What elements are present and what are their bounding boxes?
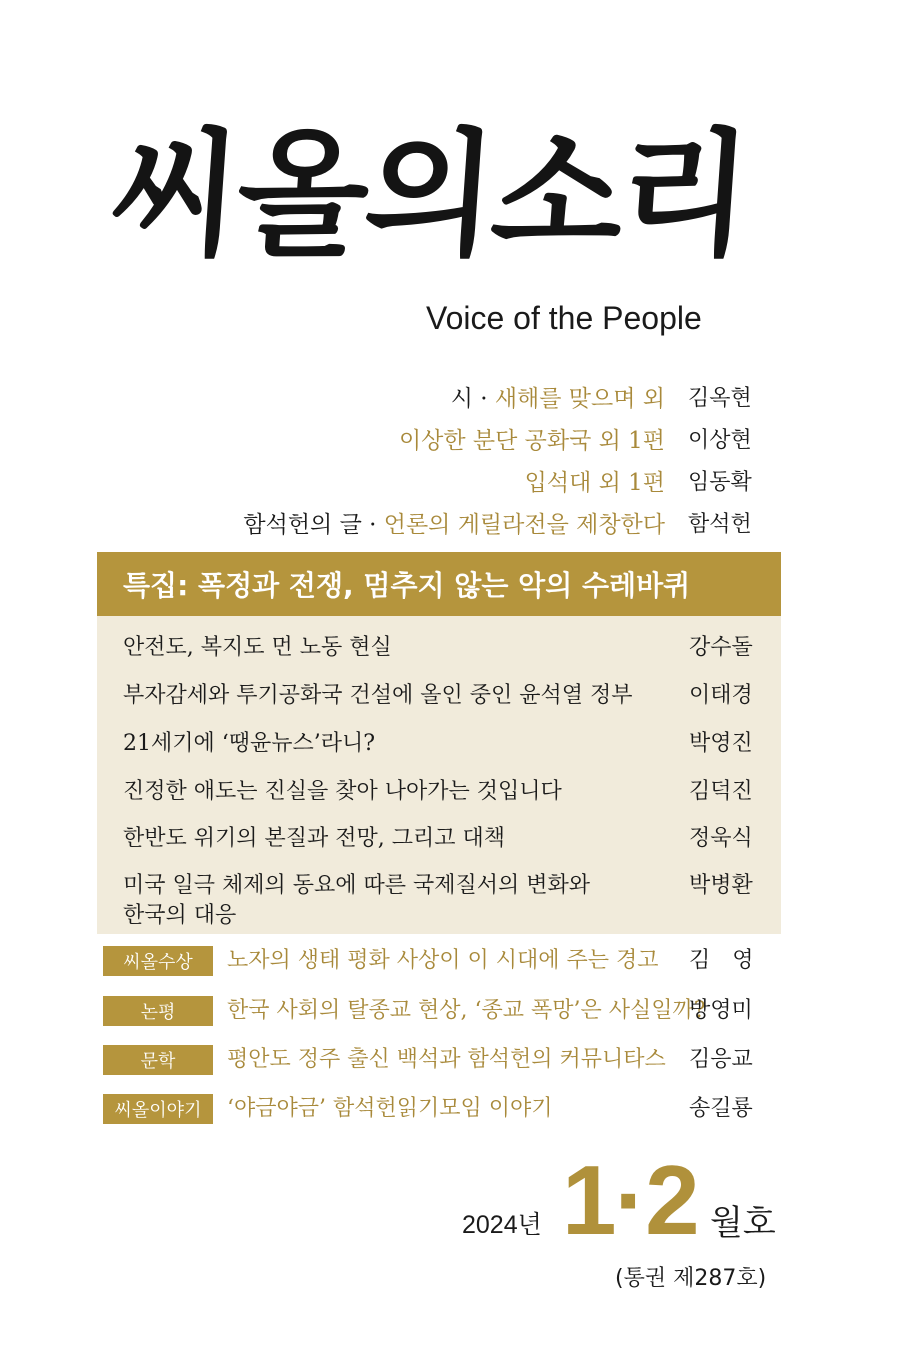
feature-item-title: 부자감세와 투기공화국 건설에 올인 중인 윤석열 정부	[123, 683, 633, 708]
top-item-prefix: 시 ·	[450, 386, 495, 412]
top-item-title: 입석대 외 1편	[524, 470, 665, 496]
section-title: ‘야금야금’ 함석헌읽기모임 이야기	[227, 1096, 553, 1121]
section-label: 씨올이야기	[103, 1094, 213, 1124]
issue-volume: (통권 제287호)	[615, 1266, 767, 1291]
feature-item-title: 안전도, 복지도 먼 노동 현실	[123, 635, 392, 660]
section-title: 평안도 정주 출신 백석과 함석헌의 커뮤니타스	[227, 1047, 666, 1072]
section-label: 논평	[103, 996, 213, 1026]
section-row	[103, 996, 763, 1030]
feature-item-author: 김덕진	[689, 779, 753, 804]
top-item-author: 임동확	[688, 470, 752, 495]
section-author: 송길룡	[689, 1096, 753, 1121]
section-author: 김 영	[689, 948, 754, 973]
feature-item-title: 21세기에 ‘땡윤뉴스’라니?	[123, 731, 376, 756]
top-item-author: 김옥현	[688, 386, 752, 411]
top-item	[0, 502, 898, 542]
section-author: 김응교	[689, 1047, 753, 1072]
top-item-title: 새해를 맞으며 외	[494, 386, 665, 412]
section-label: 문학	[103, 1045, 213, 1075]
feature-list	[97, 616, 781, 934]
feature-item-author: 박병환	[689, 873, 753, 898]
section-row	[103, 1094, 763, 1128]
section-row	[103, 946, 763, 980]
feature-item-author: 정욱식	[689, 826, 753, 851]
top-item	[0, 376, 898, 416]
feature-item-author: 강수돌	[689, 635, 753, 660]
top-item-author: 이상현	[688, 428, 752, 453]
masthead-title	[104, 95, 753, 295]
section-title: 한국 사회의 탈종교 현상, ‘종교 폭망’은 사실일까?	[227, 998, 706, 1023]
feature-item-title: 미국 일극 체제의 동요에 따른 국제질서의 변화와	[123, 873, 591, 898]
issue-month: 월호	[710, 1203, 776, 1243]
feature-item-title: 한반도 위기의 본질과 전망, 그리고 대책	[123, 826, 505, 851]
feature-heading: 특집: 폭정과 전쟁, 멈추지 않는 악의 수레바퀴	[97, 552, 781, 616]
top-item-prefix: 함석헌의 글 ·	[243, 512, 384, 538]
issue-year: 2024년	[462, 1211, 542, 1239]
top-item-author: 함석헌	[688, 512, 752, 537]
section-author: 방영미	[689, 998, 753, 1023]
top-item	[0, 460, 898, 500]
section-label: 씨올수상	[103, 946, 213, 976]
feature-item-author: 이태경	[689, 683, 753, 708]
top-item-title: 이상한 분단 공화국 외 1편	[398, 428, 665, 454]
top-item	[0, 418, 898, 458]
masthead-title-text: 씨올의소리	[104, 115, 753, 275]
feature-item-title: 진정한 애도는 진실을 찾아 나아가는 것입니다	[123, 779, 562, 804]
feature-item-title-line2: 한국의 대응	[123, 903, 237, 928]
top-item-title: 언론의 게릴라전을 제창한다	[383, 512, 665, 538]
masthead-subtitle: Voice of the People	[426, 300, 702, 336]
section-row	[103, 1045, 763, 1079]
issue-number: 1·2	[562, 1145, 698, 1255]
section-title: 노자의 생태 평화 사상이 이 시대에 주는 경고	[227, 948, 659, 973]
feature-item-author: 박영진	[689, 731, 753, 756]
